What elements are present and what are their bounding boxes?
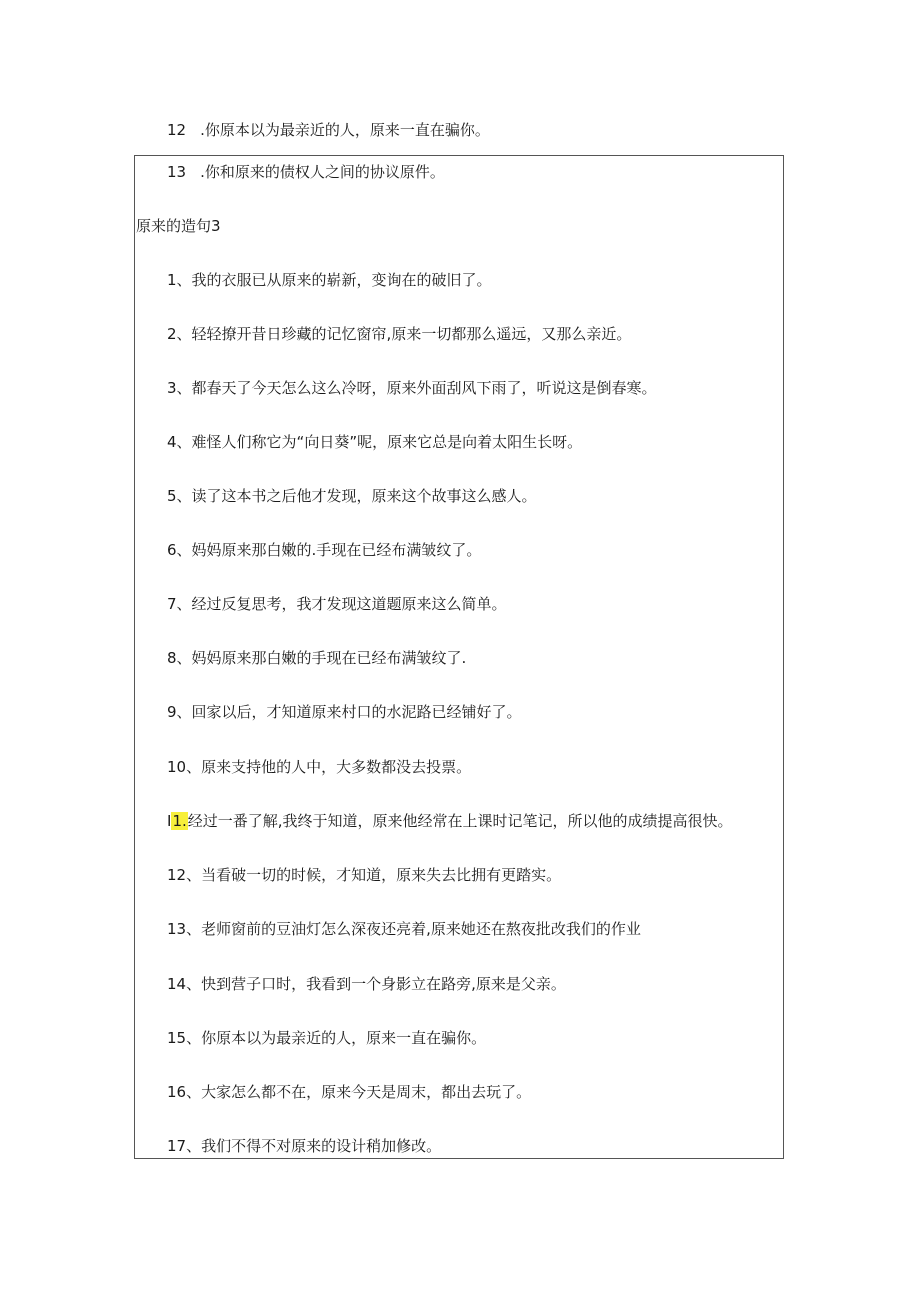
content-box	[134, 155, 784, 1159]
list-item: 14、快到营子口时，我看到一个身影立在路旁,原来是父亲。	[167, 975, 566, 993]
list-item: 13、老师窗前的豆油灯怎么深夜还亮着,原来她还在熬夜批改我们的作业	[167, 920, 641, 938]
list-item: 1、我的衣服已从原来的崭新，变询在的破旧了。	[167, 271, 492, 289]
list-item: 2、轻轻撩开昔日珍藏的记忆窗帘,原来一切都那么遥远，又那么亲近。	[167, 325, 632, 343]
sentence-number: 13	[167, 163, 187, 181]
list-item: 17、我们不得不对原来的设计稍加修改。	[167, 1137, 442, 1155]
sentence-text: .你和原来的债权人之间的协议原件。	[200, 163, 445, 181]
list-item: 7、经过反复思考，我才发现这道题原来这么简单。	[167, 595, 507, 613]
list-item: 8、妈妈原来那白嫩的手现在已经布满皱纹了.	[167, 649, 467, 667]
sentence-text: .你原本以为最亲近的人，原来一直在骗你。	[200, 121, 490, 139]
item-text: 经过一番了解,我终于知道，原来他经常在上课时记笔记，所以他的成绩提高很快。	[187, 812, 733, 830]
item-prefix: I	[167, 812, 172, 830]
list-item: 16、大家怎么都不在，原来今天是周末，都出去玩了。	[167, 1083, 532, 1101]
list-item: 15、你原本以为最亲近的人，原来一直在骗你。	[167, 1029, 487, 1047]
list-item: 9、回家以后，才知道原来村口的水泥路已经铺好了。	[167, 703, 522, 721]
list-item: 4、难怪人们称它为“向日葵”呢，原来它总是向着太阳生长呀。	[167, 433, 583, 451]
highlighted-number: 1.	[172, 812, 187, 830]
list-item: 12、当看破一切的时候，才知道，原来失去比拥有更踏实。	[167, 866, 562, 884]
list-item-11	[167, 811, 733, 831]
list-item: 5、读了这本书之后他才发现，原来这个故事这么感人。	[167, 487, 537, 505]
list-item: 6、妈妈原来那白嫩的.手现在已经布满皱纹了。	[167, 541, 482, 559]
sentence-13-box	[167, 162, 445, 182]
sentence-12-top	[167, 120, 490, 140]
sentence-number: 12	[167, 121, 187, 139]
section-heading: 原来的造句3	[136, 217, 221, 235]
list-item: 3、都春天了今天怎么这么冷呀，原来外面刮风下雨了，听说这是倒春寒。	[167, 379, 657, 397]
list-item: 10、原来支持他的人中，大多数都没去投票。	[167, 758, 472, 776]
